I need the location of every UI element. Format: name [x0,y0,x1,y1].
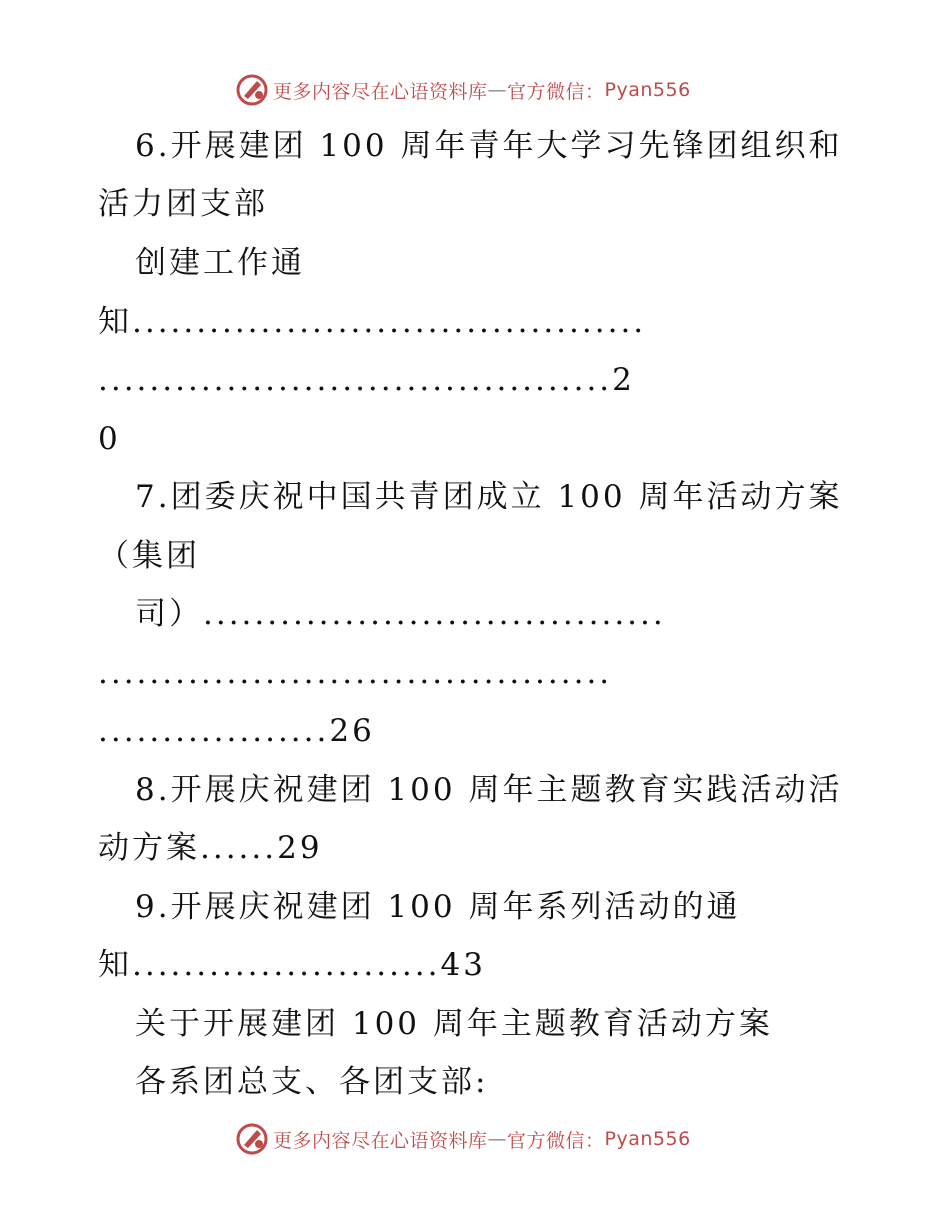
toc-line: 各系团总支、各团支部: [135,1064,489,1100]
watermark-logo-icon [235,73,269,107]
toc-line: 创建工作通 [135,245,305,281]
watermark-text: 更多内容尽在心语资料库 [273,80,488,103]
footer-watermark [235,1122,691,1156]
toc-line: 6.开展建团 100 周年青年大学习先锋团组织和 [135,128,843,164]
toc-line: ..................26 [98,713,375,749]
watermark-dash: — [487,1128,508,1150]
toc-line: 活力团支部 [98,186,268,222]
toc-line: ........................................2 [98,362,635,398]
toc-line: 知........................................ [98,304,647,340]
watermark-handle: Pyan556 [604,79,691,101]
toc-line: 知........................43 [98,947,486,983]
toc-line: 司）.................................... [135,596,666,632]
toc-line: 关于开展建团 100 周年主题教育活动方案 [135,1006,773,1042]
toc-line: 9.开展庆祝建团 100 周年系列活动的通 [135,889,741,925]
toc-line: 8.开展庆祝建团 100 周年主题教育实践活动活 [135,772,843,808]
watermark-logo-icon [235,1122,269,1156]
toc-line: 7.团委庆祝中国共青团成立 100 周年活动方案 [135,479,843,515]
watermark-text: 更多内容尽在心语资料库 [273,1129,488,1152]
header-watermark [235,73,691,107]
toc-line: 0 [98,421,121,457]
watermark-suffix: 官方微信： [507,80,605,103]
watermark-suffix: 官方微信： [507,1129,605,1152]
watermark-dash: — [487,79,508,101]
toc-line: ........................................ [98,655,613,691]
toc-line: （集团 [98,538,200,574]
watermark-handle: Pyan556 [604,1128,691,1150]
toc-line: 动方案......29 [98,830,323,866]
